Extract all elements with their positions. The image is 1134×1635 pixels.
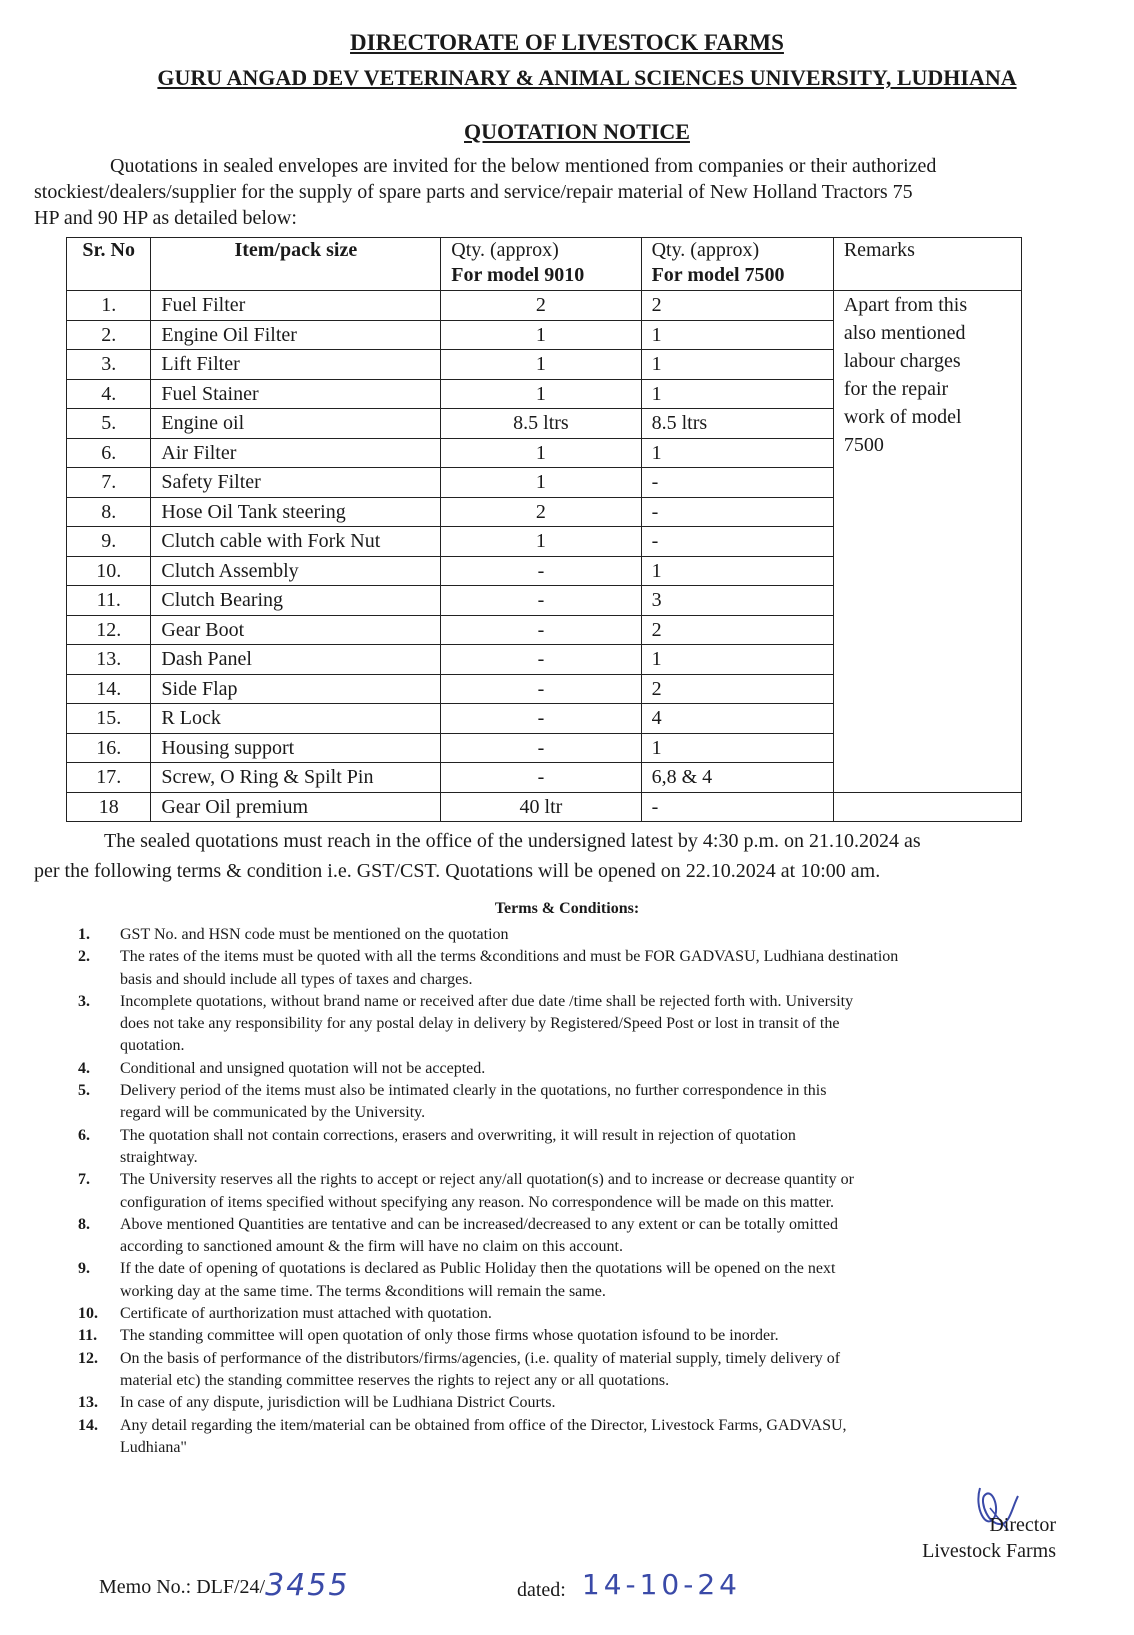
terms-item-number: 4.	[78, 1059, 90, 1077]
terms-item-text: Above mentioned Quantities are tentative and can be increased/decreased to any extent or can be totally omitted	[120, 1215, 838, 1233]
cell-qty-9010: -	[441, 586, 641, 616]
cell-qty-7500: 6,8 & 4	[641, 763, 833, 793]
terms-item	[78, 991, 1058, 1058]
cell-sr-no: 5.	[67, 409, 151, 439]
cell-item: Gear Boot	[151, 615, 441, 645]
cell-qty-7500: 1	[641, 645, 833, 675]
cell-qty-7500: 4	[641, 704, 833, 734]
cell-qty-7500: 2	[641, 615, 833, 645]
memo-label: Memo No.: DLF/24/	[99, 1576, 266, 1598]
header-remarks: Remarks	[833, 238, 1021, 291]
terms-item-text: according to sanctioned amount & the firm will have no claim on this account.	[120, 1238, 623, 1256]
terms-item-text: Delivery period of the items must also be intimated clearly in the quotations, no further correspondence in this	[120, 1082, 827, 1100]
terms-item-text: If the date of opening of quotations is declared as Public Holiday then the quotations will be opened on the next	[120, 1260, 836, 1278]
cell-item: Engine oil	[151, 409, 441, 439]
terms-item-text: working day at the same time. The terms &conditions will remain the same.	[120, 1282, 606, 1300]
cell-qty-9010: 1	[441, 468, 641, 498]
terms-item-text: In case of any dispute, jurisdiction will be Ludhiana District Courts.	[120, 1394, 556, 1412]
dated-label: dated:	[517, 1579, 566, 1601]
cell-qty-7500: 2	[641, 291, 833, 321]
cell-item: Engine Oil Filter	[151, 320, 441, 350]
remarks-line: work of model	[843, 406, 962, 428]
header-sr-no: Sr. No	[67, 238, 151, 291]
cell-qty-7500: 8.5 ltrs	[641, 409, 833, 439]
terms-item-number: 10.	[78, 1305, 98, 1323]
remarks-line: for the repair	[843, 378, 949, 400]
cell-qty-7500: -	[641, 468, 833, 498]
memo-date	[517, 1568, 741, 1602]
designation-line-2: Livestock Farms	[922, 1540, 1056, 1562]
cell-qty-7500: 1	[641, 438, 833, 468]
cell-sr-no: 7.	[67, 468, 151, 498]
terms-title: Terms & Conditions:	[494, 900, 640, 917]
terms-item-number: 6.	[78, 1126, 90, 1144]
terms-item-text: does not take any responsibility for any postal delay in delivery by Registered/Speed Post or lost in transit of the	[120, 1015, 840, 1033]
cell-item: Lift Filter	[151, 350, 441, 380]
cell-sr-no: 10.	[67, 556, 151, 586]
cell-item: Fuel Filter	[151, 291, 441, 321]
terms-item-text: The quotation shall not contain corrections, erasers and overwriting, it will result in rejection of quotation	[120, 1126, 796, 1144]
cell-qty-9010: 1	[441, 350, 641, 380]
cell-qty-9010: -	[441, 704, 641, 734]
cell-item: Gear Oil premium	[151, 792, 441, 822]
terms-item-text: Ludhiana"	[120, 1438, 187, 1456]
designation-line-1: Director	[989, 1514, 1056, 1536]
terms-list	[78, 924, 1058, 1459]
intro-line: HP and 90 HP as detailed below:	[34, 207, 297, 229]
cell-sr-no: 18	[67, 792, 151, 822]
terms-item	[78, 1415, 1058, 1460]
cell-item: Fuel Stainer	[151, 379, 441, 409]
cell-item: Housing support	[151, 733, 441, 763]
terms-item-number: 1.	[78, 926, 90, 943]
cell-qty-7500: 1	[641, 379, 833, 409]
cell-sr-no: 2.	[67, 320, 151, 350]
terms-item	[78, 1214, 1058, 1259]
cell-qty-7500: 1	[641, 733, 833, 763]
memo-number-handwritten: 3455	[265, 1568, 350, 1603]
terms-item-text: Any detail regarding the item/material can be obtained from office of the Director, Livestock Farms, GADVASU,	[120, 1416, 847, 1434]
cell-qty-9010: -	[441, 763, 641, 793]
cell-qty-9010: 8.5 ltrs	[441, 409, 641, 439]
terms-item-number: 2.	[78, 948, 90, 966]
cell-item: Hose Oil Tank steering	[151, 497, 441, 527]
cell-qty-9010: 40 ltr	[441, 792, 641, 822]
terms-item	[78, 1348, 1058, 1393]
terms-item	[78, 946, 1058, 991]
terms-item	[78, 924, 1058, 946]
cell-sr-no: 14.	[67, 674, 151, 704]
cell-qty-9010: -	[441, 645, 641, 675]
terms-item-text: basis and should include all types of taxes and charges.	[120, 970, 473, 988]
terms-item-text: The University reserves all the rights to accept or reject any/all quotation(s) and to increase or decrease quantity or	[120, 1171, 854, 1189]
intro-line: Quotations in sealed envelopes are invited for the below mentioned from companies or their authorized	[110, 155, 937, 177]
cell-sr-no: 16.	[67, 733, 151, 763]
terms-item-text: The standing committee will open quotation of only those firms whose quotation isfound to be inorder.	[120, 1327, 779, 1345]
table-row	[67, 792, 1022, 822]
closing-paragraph	[34, 826, 1084, 886]
cell-qty-9010: 2	[441, 291, 641, 321]
cell-qty-9010: 2	[441, 497, 641, 527]
cell-sr-no: 11.	[67, 586, 151, 616]
cell-item: Screw, O Ring & Spilt Pin	[151, 763, 441, 793]
cell-qty-7500: 1	[641, 556, 833, 586]
cell-sr-no: 6.	[67, 438, 151, 468]
signatory-designation	[922, 1512, 1056, 1564]
terms-item-text: Certificate of aurthorization must attached with quotation.	[120, 1305, 492, 1323]
terms-item	[78, 1169, 1058, 1214]
terms-item-number: 13.	[78, 1394, 98, 1412]
terms-item	[78, 1303, 1058, 1325]
cell-qty-9010: 1	[441, 438, 641, 468]
cell-qty-9010: -	[441, 733, 641, 763]
terms-item-number: 3.	[78, 992, 90, 1010]
terms-item	[78, 1080, 1058, 1125]
cell-sr-no: 13.	[67, 645, 151, 675]
intro-paragraph	[34, 153, 1054, 231]
cell-item: R Lock	[151, 704, 441, 734]
terms-item	[78, 1258, 1058, 1303]
cell-item: Dash Panel	[151, 645, 441, 675]
terms-item-number: 7.	[78, 1171, 90, 1189]
cell-remarks	[833, 291, 1021, 793]
remarks-line: 7500	[843, 434, 884, 456]
header-qty-7500-l1: Qty. (approx)	[651, 239, 760, 261]
header-qty-9010-l2: For model 9010	[451, 264, 585, 286]
intro-line: stockiest/dealers/supplier for the supply of spare parts and service/repair material of New Holland Tractors 75	[34, 181, 913, 203]
cell-item: Air Filter	[151, 438, 441, 468]
terms-item	[78, 1392, 1058, 1414]
university-heading: GURU ANGAD DEV VETERINARY & ANIMAL SCIENCES UNIVERSITY, LUDHIANA	[157, 65, 1017, 90]
cell-sr-no: 15.	[67, 704, 151, 734]
items-table	[66, 237, 1022, 822]
cell-qty-7500: 1	[641, 350, 833, 380]
cell-sr-no: 3.	[67, 350, 151, 380]
closing-line: per the following terms & condition i.e. GST/CST. Quotations will be opened on 22.10.2024 at 10:00 am.	[34, 860, 881, 882]
header-qty-9010	[441, 238, 641, 291]
header-qty-9010-l1: Qty. (approx)	[451, 239, 559, 261]
cell-qty-9010: -	[441, 556, 641, 586]
cell-item: Clutch Bearing	[151, 586, 441, 616]
header-qty-7500-l2: For model 7500	[651, 264, 785, 286]
cell-qty-7500: 2	[641, 674, 833, 704]
table-row	[67, 291, 1022, 321]
terms-item	[78, 1125, 1058, 1170]
memo-number	[99, 1568, 349, 1603]
terms-item-number: 11.	[78, 1327, 98, 1345]
terms-item-text: configuration of items specified without specifying any reason. No correspondence will be made on this matter.	[120, 1193, 835, 1211]
terms-item-number: 9.	[78, 1260, 90, 1278]
cell-qty-9010: -	[441, 615, 641, 645]
closing-line: The sealed quotations must reach in the office of the undersigned latest by 4:30 p.m. on 21.10.2024 as	[104, 830, 921, 852]
terms-item-text: Conditional and unsigned quotation will not be accepted.	[120, 1059, 486, 1077]
cell-qty-9010: 1	[441, 527, 641, 557]
cell-sr-no: 4.	[67, 379, 151, 409]
cell-sr-no: 8.	[67, 497, 151, 527]
cell-item: Side Flap	[151, 674, 441, 704]
terms-item-text: The rates of the items must be quoted with all the terms &conditions and must be FOR GADVASU, Ludhiana destination	[120, 948, 899, 966]
cell-item: Clutch cable with Fork Nut	[151, 527, 441, 557]
cell-qty-9010: -	[441, 674, 641, 704]
cell-sr-no: 1.	[67, 291, 151, 321]
cell-item: Safety Filter	[151, 468, 441, 498]
cell-sr-no: 17.	[67, 763, 151, 793]
terms-item-number: 14.	[78, 1416, 98, 1434]
dated-handwritten: 14-10-24	[581, 1568, 741, 1601]
cell-item: Clutch Assembly	[151, 556, 441, 586]
terms-item-number: 12.	[78, 1349, 98, 1367]
terms-item-text: quotation.	[120, 1037, 185, 1055]
remarks-line: Apart from this	[843, 294, 968, 316]
terms-item-text: straightway.	[120, 1148, 198, 1166]
cell-qty-7500: -	[641, 497, 833, 527]
cell-qty-9010: 1	[441, 379, 641, 409]
terms-item-text: GST No. and HSN code must be mentioned on the quotation	[120, 926, 509, 943]
remarks-line: labour charges	[843, 350, 961, 372]
terms-item-text: regard will be communicated by the University.	[120, 1104, 426, 1122]
terms-item-text: material etc) the standing committee reserves the rights to reject any or all quotations.	[120, 1371, 670, 1389]
cell-qty-7500: -	[641, 792, 833, 822]
cell-qty-7500: 3	[641, 586, 833, 616]
terms-item	[78, 1058, 1058, 1080]
cell-qty-9010: 1	[441, 320, 641, 350]
table-header-row	[67, 238, 1022, 291]
directorate-heading: DIRECTORATE OF LIVESTOCK FARMS	[350, 30, 784, 55]
header-item: Item/pack size	[151, 238, 441, 291]
terms-item-number: 5.	[78, 1082, 90, 1100]
cell-remarks-empty	[833, 792, 1021, 822]
notice-title: QUOTATION NOTICE	[464, 119, 690, 144]
cell-qty-7500: -	[641, 527, 833, 557]
cell-sr-no: 12.	[67, 615, 151, 645]
remarks-line: also mentioned	[843, 322, 966, 344]
cell-sr-no: 9.	[67, 527, 151, 557]
terms-item-number: 8.	[78, 1215, 90, 1233]
cell-qty-7500: 1	[641, 320, 833, 350]
header-qty-7500	[641, 238, 833, 291]
terms-item	[78, 1325, 1058, 1347]
terms-item-text: Incomplete quotations, without brand name or received after due date /time shall be rejected forth with. University	[120, 992, 854, 1010]
terms-item-text: On the basis of performance of the distributors/firms/agencies, (i.e. quality of material supply, timely delivery of	[120, 1349, 841, 1367]
